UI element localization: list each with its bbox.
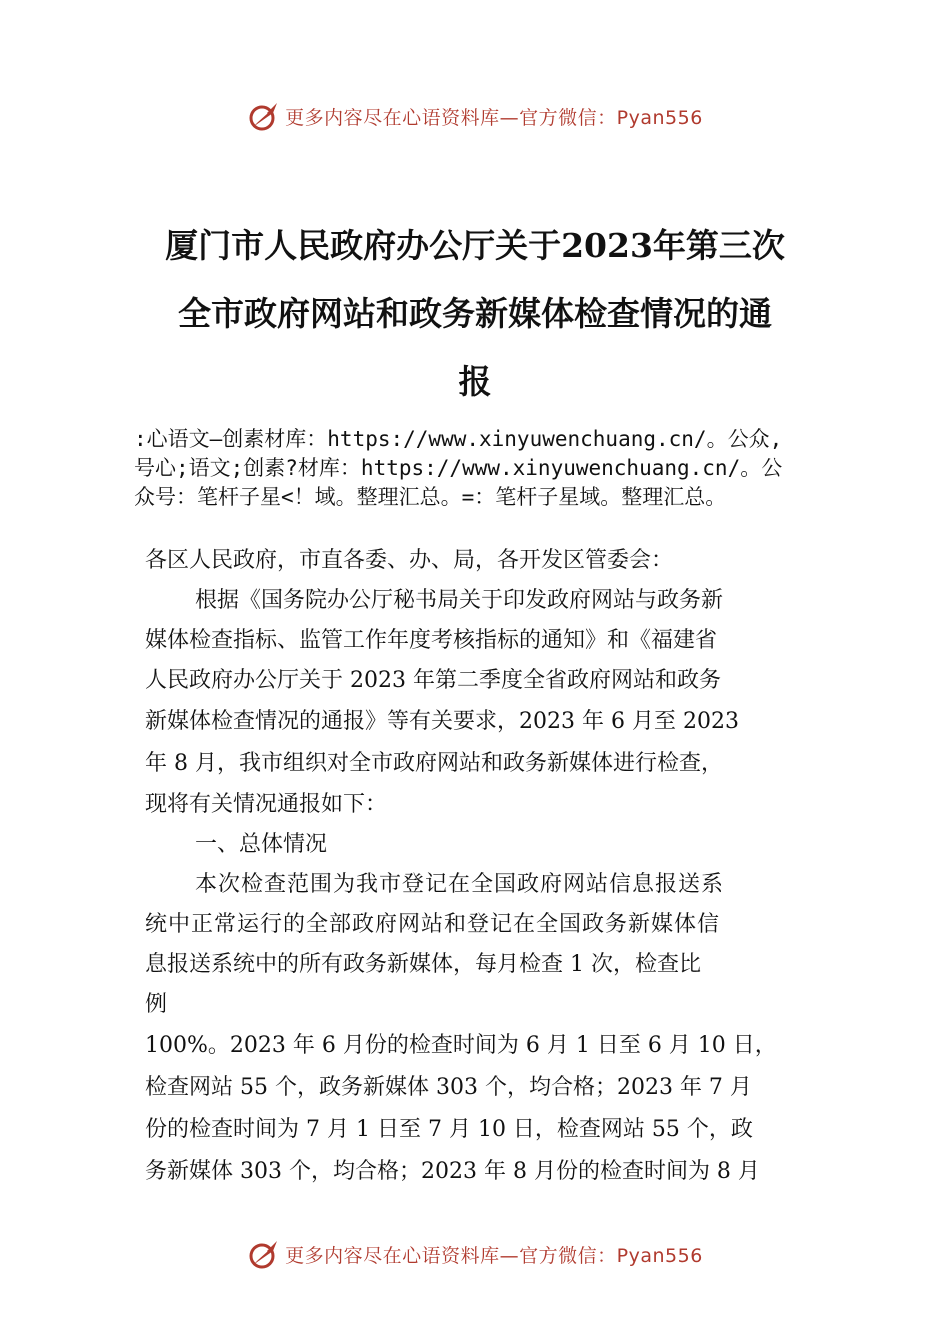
banner-text: 更多内容尽在心语资料库—官方微信：Pyan556 xyxy=(285,106,703,129)
paragraph-line: 息报送系统中的所有政务新媒体，每月检查 1 次，检查比 xyxy=(145,952,701,977)
banner-text: 更多内容尽在心语资料库—官方微信：Pyan556 xyxy=(285,1244,703,1267)
paragraph-line: 根据《国务院办公厅秘书局关于印发政府网站与政务新 xyxy=(195,588,724,613)
paragraph-line: 本次检查范围为我市登记在全国政府网站信息报送系 xyxy=(195,872,725,897)
paragraph-line: 年 8 月，我市组织对全市政府网站和政务新媒体进行检查， xyxy=(145,751,723,776)
wechat-handle: Pyan556 xyxy=(616,106,703,129)
title-line: 全市政府网站和政务新媒体检查情况的通 xyxy=(178,294,772,333)
source-line: :心语文—创素材库：https://www.xinyuwenchuang.cn/。公众, xyxy=(134,427,783,451)
section-heading: 一、总体情况 xyxy=(195,832,328,857)
document-body xyxy=(145,541,825,1193)
paragraph-line: 统中正常运行的全部政府网站和登记在全国政务新媒体信 xyxy=(145,912,721,937)
paragraph-line: 人民政府办公厅关于 2023 年第二季度全省政府网站和政务 xyxy=(145,668,721,693)
source-line: 号心;语文;创素?材库：https://www.xinyuwenchuang.cn/。公 xyxy=(134,456,783,480)
source-note xyxy=(134,425,854,512)
salutation: 各区人民政府，市直各委、办、局，各开发区管委会： xyxy=(145,548,674,573)
paragraph-line: 媒体检查指标、监管工作年度考核指标的通知》和《福建省 xyxy=(145,628,718,653)
paragraph-line: 现将有关情况通报如下： xyxy=(145,792,388,817)
document-title xyxy=(60,212,890,416)
footer-banner xyxy=(0,1234,950,1274)
header-banner xyxy=(0,96,950,136)
wechat-handle: Pyan556 xyxy=(616,1244,703,1267)
quill-pen-logo-icon xyxy=(247,1237,281,1271)
paragraph-line: 务新媒体 303 个，均合格；2023 年 8 月份的检查时间为 8 月 xyxy=(145,1159,760,1184)
paragraph-line: 例 xyxy=(145,992,168,1017)
paragraph-line: 检查网站 55 个，政务新媒体 303 个，均合格；2023 年 7 月 xyxy=(145,1075,752,1100)
paragraph-line: 100%。2023 年 6 月份的检查时间为 6 月 1 日至 6 月 10 日， xyxy=(145,1033,777,1058)
paragraph-line: 份的检查时间为 7 月 1 日至 7 月 10 日，检查网站 55 个，政 xyxy=(145,1117,753,1142)
source-line: 众号：笔杆子星<！域。整理汇总。=：笔杆子星域。整理汇总。 xyxy=(134,485,727,509)
quill-pen-logo-icon xyxy=(247,99,281,133)
paragraph-line: 新媒体检查情况的通报》等有关要求，2023 年 6 月至 2023 xyxy=(145,709,739,734)
title-line: 厦门市人民政府办公厅关于2023年第三次 xyxy=(165,226,785,265)
title-line: 报 xyxy=(458,362,492,401)
